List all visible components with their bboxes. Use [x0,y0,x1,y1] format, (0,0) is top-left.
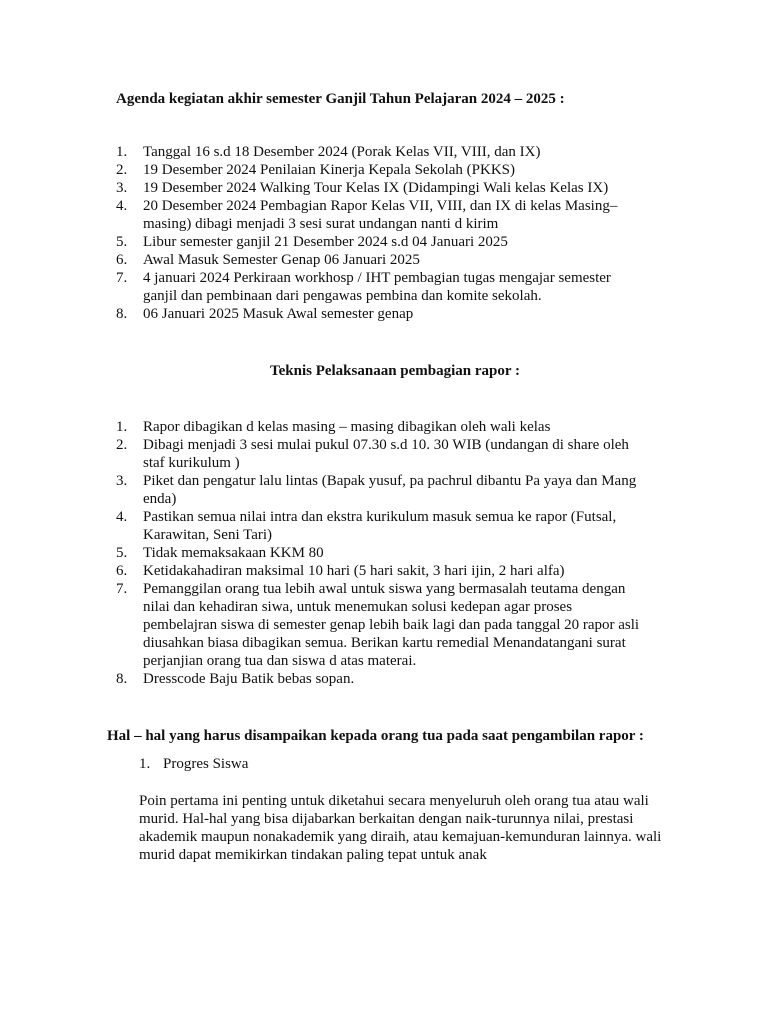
hal-paragraph: Poin pertama ini penting untuk diketahui secara menyeluruh oleh orang tua atau wali murid. Hal-hal yang bisa dijabarkan berkaitan dengan naik-turunnya nilai, prestasi akademik maupun nonakademik yang diraih, atau kemajuan-kemunduran lainnya. wali murid dapat memikirkan tindakan paling tepat untuk anak [139,793,662,863]
teknis-item-4 [116,508,646,544]
hal-item-1 [139,755,659,773]
list-item-text: Libur semester ganjil 21 Desember 2024 s.d 04 Januari 2025 [143,234,508,250]
list-item-text: 4 januari 2024 Perkiraan workhosp / IHT pembagian tugas mengajar semester ganjil dan pembinaan dari pengawas pembina dan komite sekolah. [143,270,611,304]
agenda-item-8 [116,305,641,323]
list-number: 2. [116,162,128,178]
list-item-text: 06 Januari 2025 Masuk Awal semester genap [143,306,414,322]
list-number: 5. [116,234,128,250]
teknis-item-1 [116,418,646,436]
hal-heading: Hal – hal yang harus disampaikan kepada orang tua pada saat pengambilan rapor : [107,728,644,744]
list-item-text: Piket dan pengatur lalu lintas (Bapak yusuf, pa pachrul dibantu Pa yaya dan Mang enda) [143,473,637,507]
list-number: 3. [116,180,128,196]
list-item-text: Ketidakahadiran maksimal 10 hari (5 hari sakit, 3 hari ijin, 2 hari alfa) [143,563,565,579]
list-item-text: Tidak memaksakaan KKM 80 [143,545,324,561]
list-number: 3. [116,473,128,489]
teknis-item-3 [116,472,646,508]
list-item-text: Tanggal 16 s.d 18 Desember 2024 (Porak Kelas VII, VIII, dan IX) [143,144,541,160]
list-item-text: 19 Desember 2024 Walking Tour Kelas IX (Didampingi Wali kelas Kelas IX) [143,180,609,196]
list-item-text: Progres Siswa [163,756,249,772]
list-item-text: 19 Desember 2024 Penilaian Kinerja Kepala Sekolah (PKKS) [143,162,515,178]
agenda-item-4 [116,197,641,233]
list-number: 1. [116,419,128,435]
list-number: 6. [116,252,128,268]
agenda-heading: Agenda kegiatan akhir semester Ganjil Tahun Pelajaran 2024 – 2025 : [116,91,565,107]
teknis-item-5 [116,544,646,562]
list-number: 6. [116,563,128,579]
list-item-text: Dresscode Baju Batik bebas sopan. [143,671,355,687]
agenda-item-5 [116,233,641,251]
list-number: 7. [116,270,128,286]
teknis-item-6 [116,562,646,580]
list-number: 8. [116,306,128,322]
teknis-item-8 [116,670,646,688]
list-item-text: Rapor dibagikan d kelas masing – masing dibagikan oleh wali kelas [143,419,551,435]
list-number: 5. [116,545,128,561]
hal-list [139,755,659,773]
list-number: 1. [116,144,128,160]
agenda-list [116,143,641,323]
list-number: 1. [139,756,151,772]
agenda-item-1 [116,143,641,161]
teknis-item-2 [116,436,646,472]
list-item-text: Pastikan semua nilai intra dan ekstra kurikulum masuk semua ke rapor (Futsal, Karawitan, Seni Tari) [143,509,617,543]
list-number: 7. [116,581,128,597]
list-number: 4. [116,509,128,525]
teknis-list [116,418,646,688]
list-item-text: Pemanggilan orang tua lebih awal untuk siswa yang bermasalah teutama dengan nilai dan kehadiran siwa, untuk menemukan solusi kedepan agar proses pembelajran siswa di semester genap lebih baik lagi dan pada tanggal 20 rapor asli diusahkan biasa dibagikan semua. Berikan kartu remedial Menandatangani surat perjanjian orang tua dan siswa d atas materai. [143,581,640,669]
teknis-heading: Teknis Pelaksanaan pembagian rapor : [269,363,521,379]
teknis-item-7 [116,580,646,670]
list-number: 2. [116,437,128,453]
list-number: 4. [116,198,128,214]
agenda-item-2 [116,161,641,179]
list-item-text: 20 Desember 2024 Pembagian Rapor Kelas VII, VIII, dan IX di kelas Masing– masing) dibagi menjadi 3 sesi surat undangan nanti d kirim [143,198,618,232]
agenda-item-6 [116,251,641,269]
agenda-item-7 [116,269,641,305]
list-item-text: Dibagi menjadi 3 sesi mulai pukul 07.30 s.d 10. 30 WIB (undangan di share oleh staf kurikulum ) [143,437,629,471]
agenda-item-3 [116,179,641,197]
list-number: 8. [116,671,128,687]
list-item-text: Awal Masuk Semester Genap 06 Januari 2025 [143,252,420,268]
